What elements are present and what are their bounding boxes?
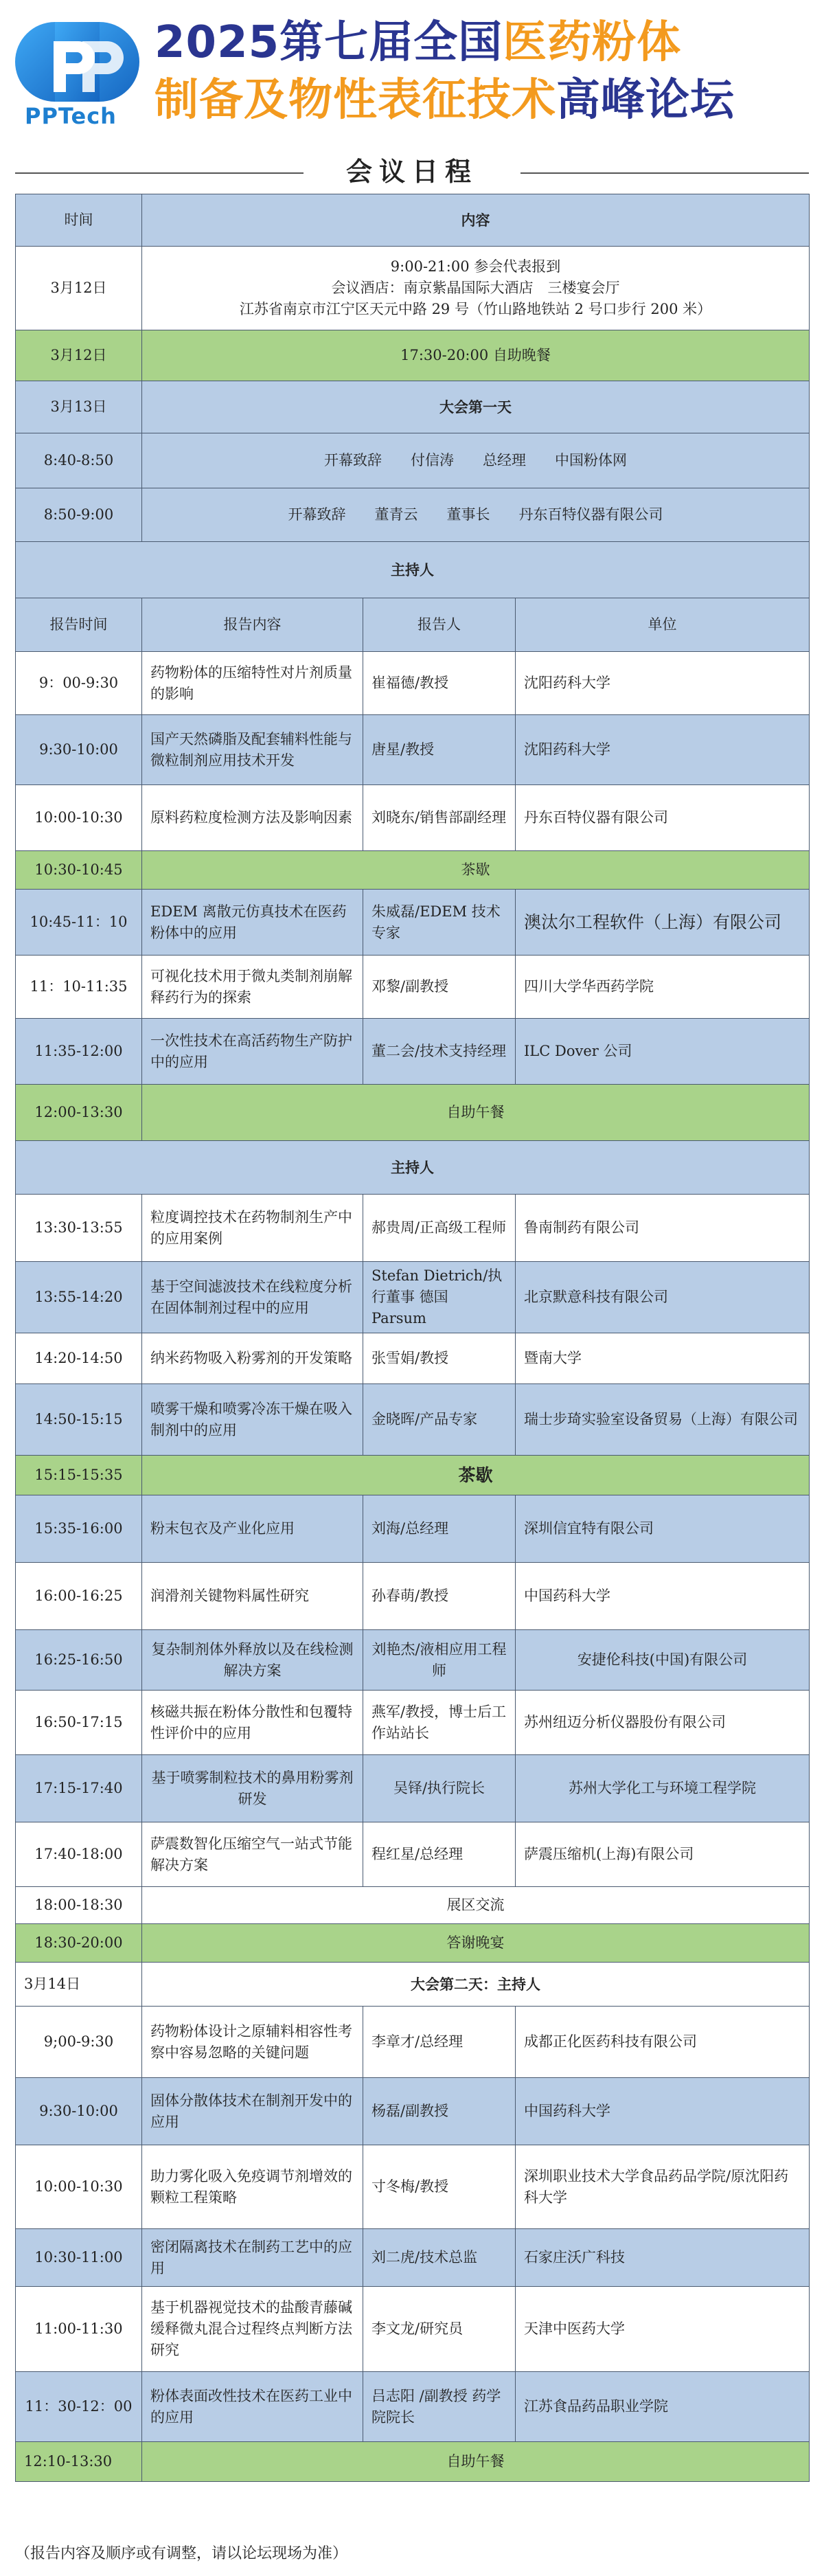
- table-row: [16, 1691, 810, 1755]
- topic-cell: 基于喷雾制粒技术的鼻用粉雾剂研发: [142, 1755, 363, 1822]
- speaker-cell: 张雪娟/教授: [363, 1333, 516, 1384]
- org-cell: 中国药科大学: [516, 1563, 810, 1630]
- time-cell: 17:15-17:40: [16, 1755, 142, 1822]
- content-cell: 17:30-20:00 自助晚餐: [142, 330, 810, 381]
- topic-cell: 药物粉体设计之原辅料相容性考察中容易忽略的关键问题: [142, 2007, 363, 2078]
- time-cell: 9：00-9:30: [16, 652, 142, 715]
- table-row: [16, 1384, 810, 1456]
- topic-cell: 喷雾干燥和喷雾冷冻干燥在吸入制剂中的应用: [142, 1384, 363, 1456]
- speaker-cell: 燕军/教授，博士后工作站站长: [363, 1691, 516, 1755]
- agenda-title: 会议日程: [345, 157, 478, 187]
- divider: [15, 172, 304, 174]
- org-cell: 暨南大学: [516, 1333, 810, 1384]
- org-cell: ILC Dover 公司: [516, 1019, 810, 1085]
- org-cell: 中国药科大学: [516, 2078, 810, 2145]
- time-cell: 10:30-11:00: [16, 2229, 142, 2287]
- org-cell: 丹东百特仪器有限公司: [516, 785, 810, 851]
- table-row: [16, 1019, 810, 1085]
- time-cell: 8:40-8:50: [16, 433, 142, 488]
- speaker-cell: 吕志阳 /副教授 药学院院长: [363, 2372, 516, 2442]
- content-cell: 9:00-21:00 参会代表报到 会议酒店：南京紫晶国际大酒店 三楼宴会厅 江苏省南京市江宁区天元中路 29 号（竹山路地铁站 2 号口步行 200 米）: [142, 247, 810, 330]
- speaker-cell: 吴铎/执行院长: [363, 1755, 516, 1822]
- table-row: [16, 2287, 810, 2372]
- content-cell: 答谢晚宴: [142, 1924, 810, 1963]
- table-row: [16, 2229, 810, 2287]
- org-cell: 深圳职业技术大学食品药品学院/原沈阳药科大学: [516, 2145, 810, 2229]
- col-header-time: 时间: [16, 194, 142, 247]
- org-cell: 四川大学华西药学院: [516, 956, 810, 1019]
- time-cell: 17:40-18:00: [16, 1822, 142, 1887]
- speaker-cell: 邓黎/副教授: [363, 956, 516, 1019]
- table-row: [16, 1195, 810, 1262]
- speaker-cell: 李章才/总经理: [363, 2007, 516, 2078]
- host-cell: 主持人: [16, 542, 810, 598]
- topic-cell: 纳米药物吸入粉雾剂的开发策略: [142, 1333, 363, 1384]
- topic-cell: 国产天然磷脂及配套辅料性能与微粒制剂应用技术开发: [142, 715, 363, 785]
- time-cell: 9:30-10:00: [16, 715, 142, 785]
- table-row: [16, 2007, 810, 2078]
- table-row: [16, 330, 810, 381]
- time-cell: 11：10-11:35: [16, 956, 142, 1019]
- speaker-cell: 孙春萌/教授: [363, 1563, 516, 1630]
- org-cell: 澳汰尔工程软件（上海）有限公司: [516, 890, 810, 956]
- table-row: [16, 956, 810, 1019]
- logo-text: PPTech: [25, 103, 117, 129]
- topic-cell: 萨震数智化压缩空气一站式节能解决方案: [142, 1822, 363, 1887]
- org-cell: 石家庄沃广科技: [516, 2229, 810, 2287]
- time-cell: 3月12日: [16, 247, 142, 330]
- table-row: [16, 2372, 810, 2442]
- content-cell: 自助午餐: [142, 2442, 810, 2482]
- content-cell: 大会第二天：主持人: [142, 1963, 810, 2007]
- table-row: [16, 1333, 810, 1384]
- time-cell: 12:00-13:30: [16, 1085, 142, 1141]
- table-row: [16, 652, 810, 715]
- topic-cell: EDEM 离散元仿真技术在医药粉体中的应用: [142, 890, 363, 956]
- page-header: [0, 0, 824, 150]
- time-cell: 8:50-9:00: [16, 488, 142, 542]
- title-line-2: [154, 73, 735, 128]
- table-row: [16, 1755, 810, 1822]
- content-cell: 开幕致辞 付信涛 总经理 中国粉体网: [142, 433, 810, 488]
- time-cell: 9:30-10:00: [16, 2078, 142, 2145]
- topic-cell: 基于空间滤波技术在线粒度分析在固体制剂过程中的应用: [142, 1262, 363, 1333]
- org-cell: 天津中医药大学: [516, 2287, 810, 2372]
- table-row: [16, 598, 810, 652]
- time-cell: 15:35-16:00: [16, 1495, 142, 1563]
- topic-cell: 核磁共振在粉体分散性和包覆特性评价中的应用: [142, 1691, 363, 1755]
- table-row: [16, 1887, 810, 1924]
- org-cell: 北京默意科技有限公司: [516, 1262, 810, 1333]
- speaker-cell: 崔福德/教授: [363, 652, 516, 715]
- table-row: [16, 785, 810, 851]
- table-row: [16, 1262, 810, 1333]
- table-row: [16, 488, 810, 542]
- time-cell: 10:00-10:30: [16, 2145, 142, 2229]
- divider: [520, 172, 809, 174]
- topic-cell: 原料药粒度检测方法及影响因素: [142, 785, 363, 851]
- time-cell: 13:30-13:55: [16, 1195, 142, 1262]
- topic-cell: 助力雾化吸入免疫调节剂增效的颗粒工程策略: [142, 2145, 363, 2229]
- time-cell: 10:45-11：10: [16, 890, 142, 956]
- org-cell: 单位: [516, 598, 810, 652]
- topic-cell: 报告内容: [142, 598, 363, 652]
- table-row: [16, 2145, 810, 2229]
- org-cell: 江苏食品药品职业学院: [516, 2372, 810, 2442]
- content-cell: 茶歇: [142, 851, 810, 890]
- topic-cell: 可视化技术用于微丸类制剂崩解释药行为的探索: [142, 956, 363, 1019]
- time-cell: 11:35-12:00: [16, 1019, 142, 1085]
- table-row: [16, 542, 810, 598]
- speaker-cell: 董二会/技术支持经理: [363, 1019, 516, 1085]
- time-cell: 16:50-17:15: [16, 1691, 142, 1755]
- content-cell: 茶歇: [142, 1456, 810, 1495]
- time-cell: 14:20-14:50: [16, 1333, 142, 1384]
- speaker-cell: 程红星/总经理: [363, 1822, 516, 1887]
- org-cell: 萨震压缩机(上海)有限公司: [516, 1822, 810, 1887]
- content-cell: 自助午餐: [142, 1085, 810, 1141]
- speaker-cell: 刘海/总经理: [363, 1495, 516, 1563]
- speaker-cell: 唐星/教授: [363, 715, 516, 785]
- time-cell: 18:30-20:00: [16, 1924, 142, 1963]
- org-cell: 安捷伦科技(中国)有限公司: [516, 1630, 810, 1691]
- time-cell: 10:30-10:45: [16, 851, 142, 890]
- time-cell: 16:00-16:25: [16, 1563, 142, 1630]
- org-cell: 深圳信宜特有限公司: [516, 1495, 810, 1563]
- speaker-cell: 杨磊/副教授: [363, 2078, 516, 2145]
- table-row: [16, 851, 810, 890]
- speaker-cell: 刘艳杰/液相应用工程师: [363, 1630, 516, 1691]
- table-row: [16, 381, 810, 433]
- table-row: [16, 2078, 810, 2145]
- org-cell: 瑞士步琦实验室设备贸易（上海）有限公司: [516, 1384, 810, 1456]
- table-row: [16, 1456, 810, 1495]
- org-cell: 苏州大学化工与环境工程学院: [516, 1755, 810, 1822]
- time-cell: 3月12日: [16, 330, 142, 381]
- footnote: （报告内容及顺序或有调整，请以论坛现场为准）: [15, 2545, 348, 2562]
- table-row: [16, 1141, 810, 1195]
- time-cell: 11:00-11:30: [16, 2287, 142, 2372]
- topic-cell: 粉末包衣及产业化应用: [142, 1495, 363, 1563]
- speaker-cell: 报告人: [363, 598, 516, 652]
- topic-cell: 固体分散体技术在制剂开发中的应用: [142, 2078, 363, 2145]
- speaker-cell: 寸冬梅/教授: [363, 2145, 516, 2229]
- agenda-table: [15, 194, 810, 2482]
- col-header-content: 内容: [142, 194, 810, 247]
- content-cell: 开幕致辞 董青云 董事长 丹东百特仪器有限公司: [142, 488, 810, 542]
- content-cell: 展区交流: [142, 1887, 810, 1924]
- time-cell: 14:50-15:15: [16, 1384, 142, 1456]
- host-cell: 主持人: [16, 1141, 810, 1195]
- topic-cell: 润滑剂关键物料属性研究: [142, 1563, 363, 1630]
- time-cell: 3月14日: [16, 1963, 142, 2007]
- content-cell: 大会第一天: [142, 381, 810, 433]
- topic-cell: 一次性技术在高活药物生产防护中的应用: [142, 1019, 363, 1085]
- table-row: [16, 715, 810, 785]
- org-cell: 苏州纽迈分析仪器股份有限公司: [516, 1691, 810, 1755]
- title-segment: 制备及物性表征技术: [154, 75, 556, 126]
- table-row: [16, 1630, 810, 1691]
- time-cell: 18:00-18:30: [16, 1887, 142, 1924]
- time-cell: 13:55-14:20: [16, 1262, 142, 1333]
- speaker-cell: 郝贵周/正高级工程师: [363, 1195, 516, 1262]
- topic-cell: 药物粉体的压缩特性对片剂质量的影响: [142, 652, 363, 715]
- title-segment: 2025第七届全国: [154, 17, 503, 68]
- topic-cell: 复杂制剂体外释放以及在线检测解决方案: [142, 1630, 363, 1691]
- topic-cell: 粒度调控技术在药物制剂生产中的应用案例: [142, 1195, 363, 1262]
- time-cell: 11：30-12：00: [16, 2372, 142, 2442]
- table-row: [16, 1563, 810, 1630]
- speaker-cell: Stefan Dietrich/执行董事 德国 Parsum: [363, 1262, 516, 1333]
- time-cell: 3月13日: [16, 381, 142, 433]
- time-cell: 9;00-9:30: [16, 2007, 142, 2078]
- time-cell: 15:15-15:35: [16, 1456, 142, 1495]
- title-line-1: [154, 15, 681, 70]
- table-row: [16, 1822, 810, 1887]
- speaker-cell: 金晓晖/产品专家: [363, 1384, 516, 1456]
- speaker-cell: 李文龙/研究员: [363, 2287, 516, 2372]
- org-cell: 鲁南制药有限公司: [516, 1195, 810, 1262]
- topic-cell: 基于机器视觉技术的盐酸青藤碱缓释微丸混合过程终点判断方法研究: [142, 2287, 363, 2372]
- title-segment: 高峰论坛: [556, 75, 735, 126]
- time-cell: 10:00-10:30: [16, 785, 142, 851]
- time-cell: 12:10-13:30: [16, 2442, 142, 2482]
- org-cell: 沈阳药科大学: [516, 715, 810, 785]
- table-row: [16, 1085, 810, 1141]
- table-row: [16, 433, 810, 488]
- topic-cell: 密闭隔离技术在制药工艺中的应用: [142, 2229, 363, 2287]
- time-cell: 报告时间: [16, 598, 142, 652]
- table-row: [16, 247, 810, 330]
- title-segment: 医药粉体: [503, 17, 682, 68]
- speaker-cell: 朱威磊/EDEM 技术专家: [363, 890, 516, 956]
- table-row: [16, 1963, 810, 2007]
- agenda-heading: [0, 150, 824, 194]
- topic-cell: 粉体表面改性技术在医药工业中的应用: [142, 2372, 363, 2442]
- table-row: [16, 890, 810, 956]
- speaker-cell: 刘晓东/销售部副经理: [363, 785, 516, 851]
- org-cell: 成都正化医药科技有限公司: [516, 2007, 810, 2078]
- table-row: [16, 1495, 810, 1563]
- time-cell: 16:25-16:50: [16, 1630, 142, 1691]
- table-row: [16, 2442, 810, 2482]
- table-row: [16, 194, 810, 247]
- org-cell: 沈阳药科大学: [516, 652, 810, 715]
- table-row: [16, 1924, 810, 1963]
- speaker-cell: 刘二虎/技术总监: [363, 2229, 516, 2287]
